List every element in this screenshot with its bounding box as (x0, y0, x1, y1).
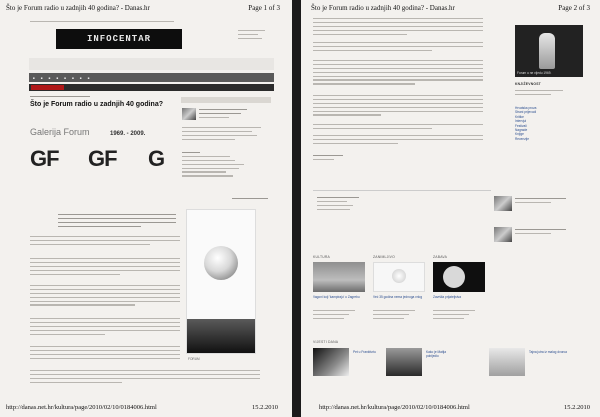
sidebar-more-link[interactable] (232, 198, 268, 202)
article-paragraph-b (313, 60, 483, 87)
article-body-6 (30, 370, 260, 386)
tile-caption-3[interactable]: Završila prijateljstva (433, 295, 461, 299)
nav-item[interactable]: ■ (72, 75, 74, 80)
article-paragraph-a (313, 42, 483, 54)
gf-logo-1: GF (30, 146, 59, 171)
comments-links[interactable] (317, 197, 377, 213)
nav-item[interactable]: ■ (64, 75, 67, 80)
page-header-title: Što je Forum radio u zadnjih 40 godina? - Danas.hr (311, 4, 455, 12)
tile-links-2[interactable] (373, 310, 425, 322)
sidebar-text (182, 127, 270, 143)
sidebar-link[interactable]: Strani prijevodi (515, 110, 537, 115)
main-nav[interactable] (29, 73, 274, 82)
gf-logo-2: GF (88, 146, 117, 171)
sidebar-thumbnail[interactable] (182, 108, 196, 120)
tile-figure (443, 266, 465, 288)
sidebar-link[interactable]: Kritike (515, 114, 524, 119)
gallery-years: 1969. - 2009. (110, 131, 146, 137)
tile-links-1[interactable] (313, 310, 365, 322)
site-logo-banner[interactable] (56, 29, 182, 49)
bottom-image-2[interactable] (386, 348, 422, 376)
bottom-image-1[interactable] (313, 348, 349, 376)
photo-crowd (187, 319, 255, 353)
article-body-2 (30, 258, 180, 277)
bottom-heading: VIJESTI DANA (313, 340, 339, 344)
nav-item[interactable]: ■ (56, 75, 59, 80)
ad-strip (29, 58, 274, 70)
article-photo[interactable] (186, 209, 256, 354)
top-link-row (30, 21, 270, 25)
related-text-2[interactable] (515, 229, 575, 237)
related-thumb-2[interactable] (494, 227, 512, 242)
document-page-2 (301, 0, 600, 417)
nav-item[interactable]: ■ (33, 75, 35, 80)
nav-item[interactable]: ■ (40, 75, 43, 80)
page-date: 15.2.2010 (564, 404, 590, 411)
article-continued (313, 18, 483, 37)
photo-figure (539, 33, 555, 69)
article-body-3 (30, 285, 180, 308)
article-body-5 (30, 346, 180, 362)
breaking-badge (31, 85, 64, 90)
sidebar-intro (515, 90, 575, 98)
bottom-image-3[interactable] (489, 348, 525, 376)
side-photo-caption: Forum u ne vijedu 1969. (517, 70, 552, 75)
tile-sphere (392, 269, 406, 283)
photo-sphere (204, 246, 238, 280)
nav-item[interactable]: ■ (48, 75, 51, 80)
gallery-title: Galerija Forum (30, 127, 90, 137)
tiles-heading-zanimljivo: ZANIMLJIVO (373, 255, 395, 259)
page-number: Page 1 of 3 (248, 4, 280, 12)
article-paragraph-d (313, 124, 483, 132)
bottom-caption-3[interactable]: Tajna jutra iz malog dvorca (529, 350, 567, 354)
tile-links-3[interactable] (433, 310, 485, 322)
article-body-1 (30, 236, 180, 248)
breadcrumb[interactable] (30, 96, 90, 100)
sidebar-heading-bar (181, 97, 271, 103)
bottom-caption-2[interactable]: Kako je Matija pobijedio (426, 350, 447, 359)
tile-image-2[interactable] (373, 262, 425, 292)
tile-image-3[interactable] (433, 262, 485, 292)
photo-caption: FORUM (188, 357, 200, 361)
side-photo[interactable] (515, 25, 583, 77)
page-header-title: Što je Forum radio u zadnjih 40 godina? - Danas.hr (6, 4, 150, 12)
page-date: 15.2.2010 (252, 404, 278, 411)
document-page-1 (0, 0, 292, 417)
related-thumb-1[interactable] (494, 196, 512, 211)
breaking-news-bar (29, 84, 274, 91)
related-text-1[interactable] (515, 198, 575, 206)
article-title: Što je Forum radio u zadnjih 40 godina? (30, 101, 164, 108)
gf-logo-3: G (148, 146, 166, 171)
sidebar-heading: KNJIŽEVNOST (515, 82, 541, 86)
sidebar-link-list[interactable] (515, 106, 585, 141)
sidebar-link[interactable]: Festivali (515, 123, 527, 128)
page-url[interactable]: http://danas.net.hr/kultura/page/2010/02/10/0184006.html (6, 404, 157, 411)
article-paragraph-e (313, 135, 483, 147)
article-paragraph-c (313, 95, 483, 118)
sidebar-teaser[interactable] (199, 109, 259, 121)
page-number: Page 2 of 3 (558, 4, 590, 12)
sidebar-link[interactable]: Hrvatska proza (515, 106, 537, 110)
article-intro (58, 214, 176, 230)
tiles-heading-kultura: KULTURA (313, 255, 330, 259)
article-body-4 (30, 318, 180, 337)
sidebar-link[interactable]: Recenzije (515, 136, 529, 141)
bottom-caption-1[interactable]: Pet u Frankfurtu (353, 350, 376, 354)
sidebar-link[interactable]: Knjige (515, 132, 524, 137)
login-box (238, 30, 272, 50)
site-logo: INFOCENTAR (86, 34, 151, 44)
sidebar-link[interactable]: Nagrade (515, 128, 528, 133)
author-line (313, 155, 343, 163)
sidebar-link[interactable]: Intervjui (515, 119, 527, 124)
tile-caption-1[interactable]: Vagoni koji 'kampiraju' u Zagrebu (313, 295, 360, 299)
nav-item[interactable]: ■ (79, 75, 82, 80)
tile-caption-2[interactable]: Već 35 godina nema jednoga vrlog (373, 295, 423, 299)
comments-box (313, 190, 491, 226)
sidebar-link-list[interactable] (182, 152, 270, 179)
nav-item[interactable]: ■ (87, 75, 90, 80)
tiles-heading-zabava: ZABAVA (433, 255, 448, 259)
tile-image-1[interactable] (313, 262, 365, 292)
page-url[interactable]: http://danas.net.hr/kultura/page/2010/02/10/0184006.html (319, 404, 470, 411)
